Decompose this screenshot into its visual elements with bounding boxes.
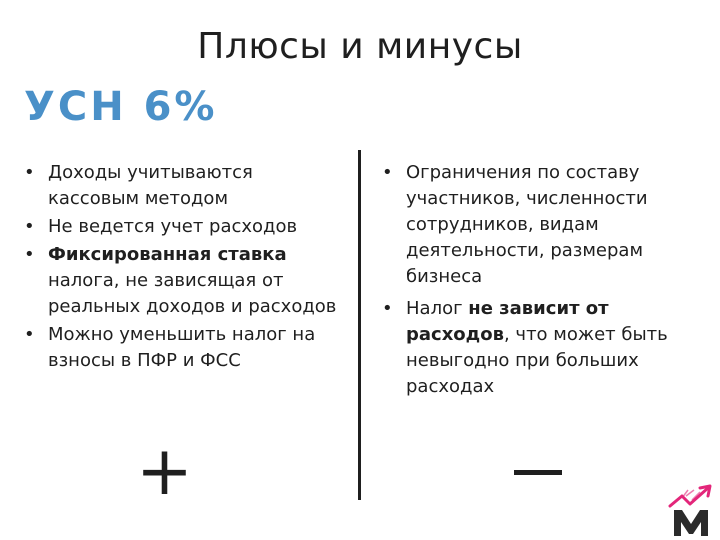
cons-item-pre: Налог [406, 298, 469, 319]
cons-item-text: Ограничения по составу участников, численности сотрудников, видам деятельности, размерам бизнеса [406, 162, 648, 287]
bullet-icon: • [382, 162, 393, 183]
pros-item-bold: Фиксированная ставка [48, 244, 287, 265]
bullet-icon: • [24, 162, 35, 183]
m-growth-logo-icon [664, 484, 718, 538]
bullet-icon: • [24, 244, 35, 265]
cons-item-bold: не зависит от расходов [406, 298, 609, 345]
pros-list [22, 160, 340, 374]
pros-column [22, 160, 340, 376]
cons-item [380, 296, 710, 400]
cons-column [380, 160, 710, 406]
pros-item-text: Доходы учитываются кассовым методом [48, 162, 253, 209]
slide-subtitle: УСН 6% [24, 84, 218, 130]
bullet-icon: • [24, 216, 35, 237]
cons-item-text: , что может быть невыгодно при больших расходах [406, 324, 668, 397]
bullet-icon: • [382, 298, 393, 319]
minus-sign [514, 470, 562, 475]
pros-item [22, 214, 340, 240]
cons-list [380, 160, 710, 400]
pros-item [22, 160, 340, 212]
pros-item-text: Не ведется учет расходов [48, 216, 298, 237]
slide-title: Плюсы и минусы [197, 26, 523, 67]
cons-item [380, 160, 710, 290]
pros-item [22, 322, 340, 374]
column-divider [358, 150, 361, 500]
pros-item-text: Можно уменьшить налог на взносы в ПФР и ФСС [48, 324, 316, 371]
bullet-icon: • [24, 324, 35, 345]
pros-item [22, 242, 340, 320]
plus-sign: + [136, 432, 193, 511]
pros-item-text: налога, не зависящая от реальных доходов и расходов [48, 270, 337, 317]
